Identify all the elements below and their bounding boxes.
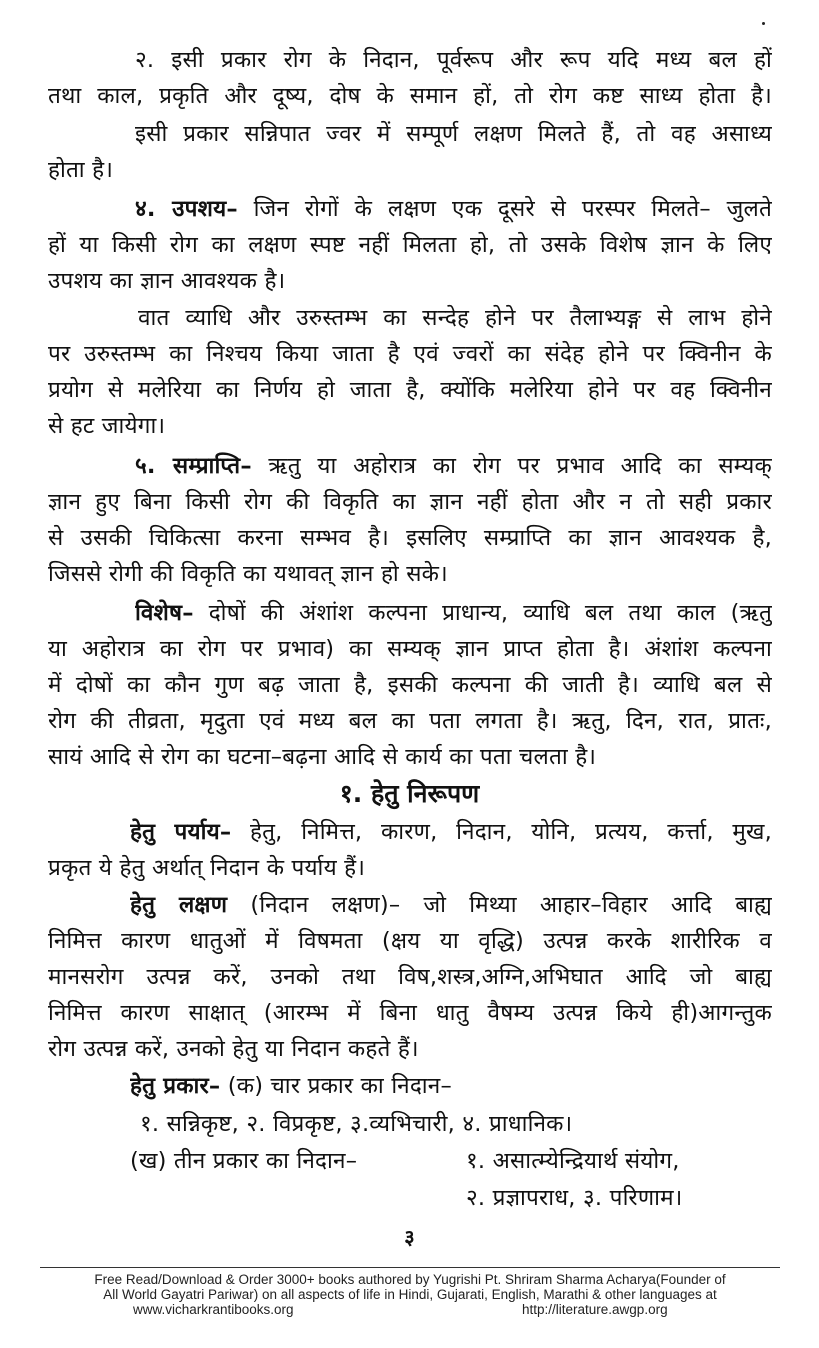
line-text: होता है।: [48, 157, 114, 183]
paragraph-line: [48, 410, 772, 443]
paragraph-line: [48, 925, 772, 958]
line-text: से हट जायेगा।: [48, 413, 166, 439]
paragraph-line: [48, 154, 772, 187]
line-text: में दोषों का कौन गुण बढ़ जाता है, इसकी कल्पना की जाती है। व्याधि बल से: [48, 672, 772, 698]
line-text: २. इसी प्रकार रोग के निदान, पूर्वरूप और रूप यदि मध्य बल हों: [135, 47, 772, 73]
line-text: रोग उत्पन्न करें, उनको हेतु या निदान कहते हैं।: [48, 1036, 419, 1062]
paragraph-line: [48, 229, 772, 262]
line-text: पर उरुस्तम्भ का निश्चय किया जाता है एवं ज्वरों का संदेह होने पर क्विनीन के: [48, 341, 772, 367]
footer-url-left[interactable]: www.vicharkrantibooks.org: [133, 1302, 294, 1317]
list-line: [466, 1182, 772, 1215]
line-text: वात व्याधि और उरुस्तम्भ का सन्देह होने पर तैलाभ्यङ्ग से लाभ होने: [138, 305, 772, 331]
line-text: जिससे रोगी की विकृति का यथावत् ज्ञान हो सके।: [48, 561, 448, 587]
line-text: हों या किसी रोग का लक्षण स्पष्ट नहीं मिलता हो, तो उसके विशेष ज्ञान के लिए: [48, 232, 772, 258]
paragraph-line: [48, 374, 772, 407]
line-text: ऋतु या अहोरात्र का रोग पर प्रभाव आदि का सम्यक्: [268, 453, 772, 479]
footer-line-1: Free Read/Download & Order 3000+ books authored by Yugrishi Pt. Shriram Sharma Acharya(Founder of: [94, 1272, 726, 1287]
paragraph-line: [48, 852, 772, 885]
paragraph-line: [48, 486, 772, 519]
section-heading: १. हेतु निरूपण: [339, 779, 480, 808]
paragraph-line: [48, 669, 772, 702]
paragraph-line: [135, 193, 772, 226]
paragraph-line: [135, 450, 772, 483]
paragraph-line: [48, 338, 772, 371]
line-text: २. प्रज्ञापराध, ३. परिणाम।: [466, 1185, 683, 1211]
line-text: (ख) तीन प्रकार का निदान–: [130, 1148, 358, 1174]
paragraph-line: [130, 1070, 772, 1103]
line-text: दोषों की अंशांश कल्पना प्राधान्य, व्याधि बल तथा काल (ऋतु: [208, 600, 772, 626]
paragraph-line: [135, 597, 772, 630]
footer-line-2: All World Gayatri Pariwar) on all aspects of life in Hindi, Gujarati, English, Marathi & other languages at: [103, 1287, 717, 1302]
list-line: [140, 1108, 772, 1141]
paragraph-line: [135, 118, 772, 151]
paragraph-line: [48, 1033, 772, 1066]
line-text: (निदान लक्षण)– जो मिथ्या आहार–विहार आदि बाह्य: [250, 892, 772, 918]
paragraph-line: [48, 265, 772, 298]
list-line: [466, 1145, 772, 1178]
paragraph-line: [135, 44, 772, 77]
paragraph-line: [48, 705, 772, 738]
line-text: प्रकृत ये हेतु अर्थात् निदान के पर्याय हैं।: [48, 855, 366, 881]
line-text: रोग की तीव्रता, मृदुता एवं मध्य बल का पता लगता है। ऋतु, दिन, रात, प्रातः,: [48, 708, 772, 734]
paragraph-line: [48, 741, 772, 774]
list-line: [130, 1145, 430, 1178]
paragraph-line: [48, 633, 772, 666]
paragraph-line: [138, 302, 772, 335]
page-number: ३: [404, 1225, 415, 1249]
line-text: सायं आदि से रोग का घटना–बढ़ना आदि से कार्य का पता चलता है।: [48, 744, 597, 770]
term-hetu-paryay: हेतु पर्याय–: [130, 819, 232, 845]
paragraph-line: [48, 522, 772, 555]
term-upashaya: ४. उपशय–: [135, 196, 238, 222]
line-text: जिन रोगों के लक्षण एक दूसरे से परस्पर मिलते– जुलते: [253, 196, 772, 222]
line-text: उपशय का ज्ञान आवश्यक है।: [48, 268, 286, 294]
footer-url-right[interactable]: http://literature.awgp.org: [522, 1302, 668, 1317]
term-vishesh: विशेष–: [135, 600, 194, 626]
footer-divider: [40, 1267, 780, 1268]
line-text: १. सन्निकृष्ट, २. विप्रकृष्ट, ३.व्यभिचारी, ४. प्राधानिक।: [140, 1111, 573, 1137]
paragraph-line: [48, 558, 772, 591]
term-samprapti: ५. सम्प्राप्ति–: [135, 453, 252, 479]
line-text: मानसरोग उत्पन्न करें, उनको तथा विष,शस्त्र,अग्नि,अभिघात आदि जो बाह्य: [48, 964, 772, 990]
line-text: इसी प्रकार सन्निपात ज्वर में सम्पूर्ण लक्षण मिलते हैं, तो वह असाध्य: [135, 121, 772, 147]
scan-speck: [762, 22, 765, 25]
line-text: या अहोरात्र का रोग पर प्रभाव) का सम्यक् ज्ञान प्राप्त होता है। अंशांश कल्पना: [48, 636, 772, 662]
paragraph-line: [48, 961, 772, 994]
term-hetu-prakar: हेतु प्रकार–: [130, 1073, 221, 1099]
paragraph-line: [130, 889, 772, 922]
paragraph-line: [130, 816, 772, 849]
paragraph-line: [48, 997, 772, 1030]
paragraph-line: [48, 80, 772, 113]
line-text: ज्ञान हुए बिना किसी रोग की विकृति का ज्ञान नहीं होता और न तो सही प्रकार: [48, 489, 772, 515]
line-text: १. असात्म्येन्द्रियार्थ संयोग,: [466, 1148, 680, 1174]
line-text: से उसकी चिकित्सा करना सम्भव है। इसलिए सम्प्राप्ति का ज्ञान आवश्यक है,: [48, 525, 772, 551]
line-text: निमित्त कारण साक्षात् (आरम्भ में बिना धातु वैषम्य उत्पन्न किये ही)आगन्तुक: [48, 1000, 772, 1026]
line-text: हेतु, निमित्त, कारण, निदान, योनि, प्रत्यय, कर्त्ता, मुख,: [249, 819, 772, 845]
term-hetu-lakshan: हेतु लक्षण: [130, 892, 228, 918]
line-text: निमित्त कारण धातुओं में विषमता (क्षय या वृद्धि) उत्पन्न करके शारीरिक व: [48, 928, 772, 954]
line-text: तथा काल, प्रकृति और दूष्य, दोष के समान हों, तो रोग कष्ट साध्य होता है।: [48, 83, 772, 109]
line-text: प्रयोग से मलेरिया का निर्णय हो जाता है, क्योंकि मलेरिया होने पर वह क्विनीन: [48, 377, 772, 403]
line-text: (क) चार प्रकार का निदान–: [227, 1073, 452, 1099]
